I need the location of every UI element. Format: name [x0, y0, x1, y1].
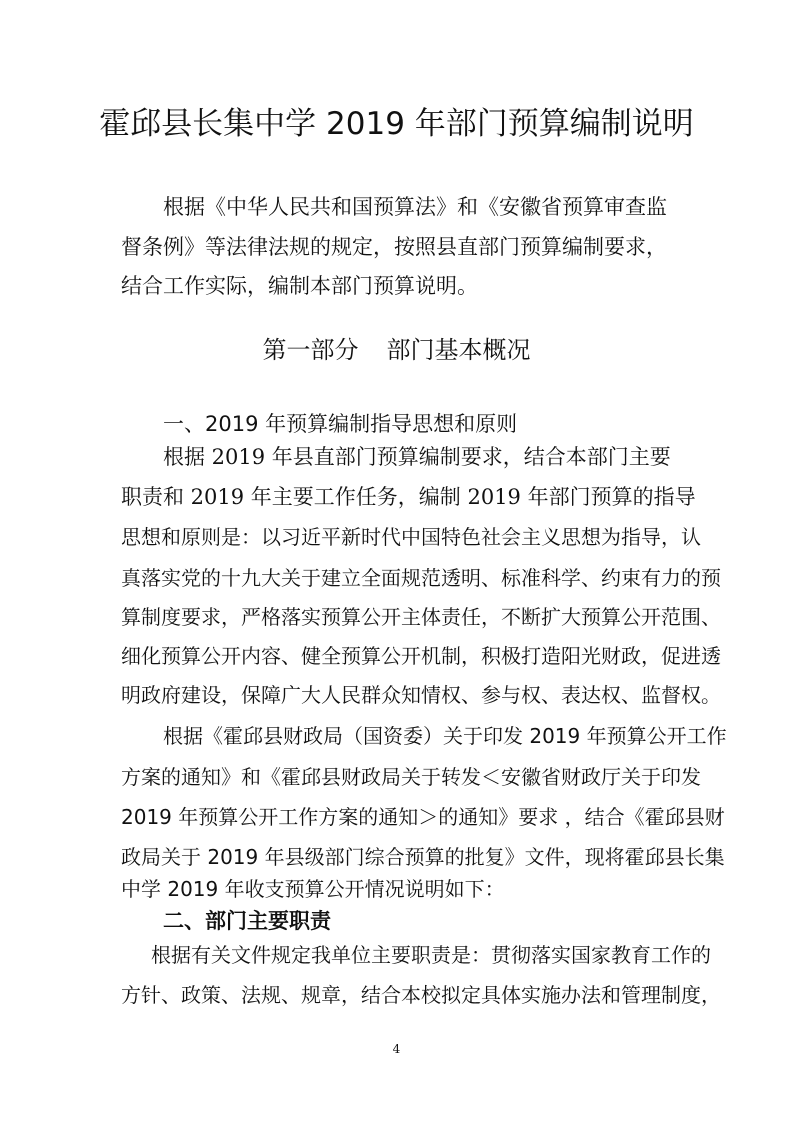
section-2-heading: 二、部门主要职责: [163, 909, 331, 933]
intro-line-2: 督条例》等法律法规的规定，按照县直部门预算编制要求，: [121, 235, 667, 259]
section-1-para-1-line-4: 真落实党的十九大关于建立全面规范透明、标准科学、约束有力的预: [121, 566, 721, 590]
section-1-para-2-line-5: 中学 2019 年收支预算公开情况说明如下：: [121, 877, 505, 901]
section-1-para-2-line-2: 方案的通知》和《霍邱县财政局关于转发＜安徽省财政厅关于印发: [121, 765, 701, 789]
section-1-heading: 一、2019 年预算编制指导思想和原则: [163, 412, 518, 436]
section-1-para-2-line-3: 2019 年预算公开工作方案的通知＞的通知》要求 ，结合《霍邱县财: [121, 805, 725, 829]
section-2-para-1-line-2: 方针、政策、法规、规章，结合本校拟定具体实施办法和管理制度，: [121, 983, 721, 1007]
part-one-label: 第一部分: [262, 336, 359, 364]
part-one-name: 部门基本概况: [386, 336, 531, 364]
section-1-para-2-line-4: 政局关于 2019 年县级部门综合预算的批复》文件，现将霍邱县长集: [121, 845, 725, 869]
section-1-para-1-line-7: 明政府建设，保障广大人民群众知情权、参与权、表达权、监督权。: [121, 683, 721, 707]
section-1-para-2-line-1: 根据《霍邱县财政局（国资委）关于印发 2019 年预算公开工作: [163, 724, 727, 748]
section-1-para-1-line-3: 思想和原则是：以习近平新时代中国特色社会主义思想为指导，认: [121, 525, 701, 549]
intro-line-1: 根据《中华人民共和国预算法》和《安徽省预算审查监: [163, 195, 667, 219]
page-number: 4: [392, 1042, 401, 1056]
intro-line-3: 结合工作实际，编制本部门预算说明。: [121, 274, 478, 298]
section-1-para-1-line-1: 根据 2019 年县直部门预算编制要求，结合本部门主要: [163, 445, 671, 469]
part-one-heading: [0, 334, 793, 366]
section-1-para-1-line-5: 算制度要求，严格落实预算公开主体责任，不断扩大预算公开范围、: [121, 605, 721, 629]
section-1-para-1-line-2: 职责和 2019 年主要工作任务，编制 2019 年部门预算的指导: [121, 485, 696, 509]
document-title: 霍邱县长集中学 2019 年部门预算编制说明: [99, 106, 694, 142]
section-2-para-1-line-1: 根据有关文件规定我单位主要职责是：贯彻落实国家教育工作的: [151, 943, 711, 967]
section-1-para-1-line-6: 细化预算公开内容、健全预算公开机制，积极打造阳光财政，促进透: [121, 644, 721, 668]
